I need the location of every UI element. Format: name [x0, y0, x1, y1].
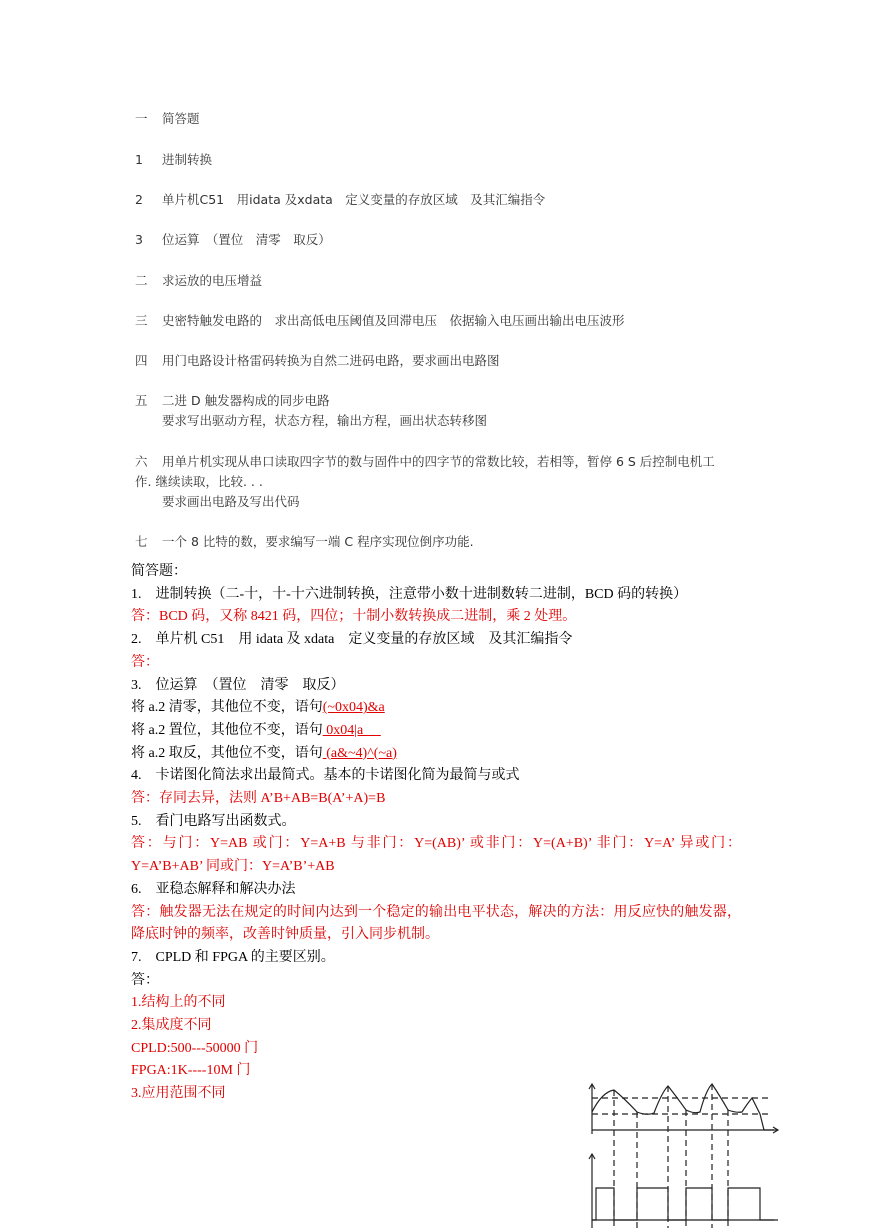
scan-item: 六 用单片机实现从串口读取四字节的数与固件中的四字节的常数比较，若相等，暂停 6 S 后控制电机工: [135, 454, 715, 469]
question-1: 1. 进制转换（二-十，十-十六进制转换，注意带小数十进制数转二进制，BCD 码的转换）: [131, 586, 688, 602]
bit-clear-code: (~0x04)&a: [322, 700, 385, 716]
bit-set-code: 0x04|a: [322, 722, 381, 738]
question-2: 2. 单片机 C51 用 idata 及 xdata 定义变量的存放区域 及其汇编指令: [131, 632, 573, 648]
answer-7-line: FPGA:1K----10M 门: [131, 1063, 251, 1079]
answer-7-line: 3.应用范围不同: [131, 1086, 226, 1102]
scan-item: 三 史密特触发电路的 求出高低电压阈值及回滞电压 依据输入电压画出输出电压波形: [135, 313, 625, 328]
scan-item: 四 用门电路设计格雷码转换为自然二进码电路，要求画出电路图: [135, 353, 500, 368]
answer-6: 答：触发器无法在规定的时间内达到一个稳定的输出电平状态，解决的方法：用反应快的触发器，降底时钟的频率，改善时钟质量，引入同步机制。: [131, 904, 741, 943]
scan-item: 七 一个 8 比特的数，要求编写一端 C 程序实现位倒序功能.: [135, 534, 474, 549]
question-4: 4. 卡诺图化简法求出最简式。基本的卡诺图化简为最简与或式: [131, 768, 520, 784]
answer-7-line: 2.集成度不同: [131, 1018, 212, 1034]
answer-7-line: 1.结构上的不同: [131, 995, 226, 1011]
scan-item: 二 求运放的电压增益: [135, 273, 263, 288]
answer-7-label: 答：: [131, 972, 159, 988]
answer-text: [131, 561, 741, 1106]
scan-item: 五 二进 D 触发器构成的同步电路: [135, 393, 330, 408]
question-3: 3. 位运算 （置位 清零 取反）: [131, 677, 345, 693]
scan-item: 要求写出驱动方程，状态方程，输出方程，画出状态转移图: [162, 413, 488, 428]
question-6: 6. 亚稳态解释和解决办法: [131, 881, 296, 897]
square-output-waveform: [592, 1188, 774, 1220]
question-5: 5. 看门电路写出函数式。: [131, 813, 296, 829]
bit-clear-line: 将 a.2 清零，其他位不变，语句(~0x04)&a: [131, 700, 385, 716]
scan-title: 一 简答题: [135, 111, 200, 126]
waveform-diagram: [582, 1080, 782, 1228]
answer-1: 答：BCD 码，又称 8421 码，四位；十制小数转换成二进制，乘 2 处理。: [131, 609, 577, 625]
scan-item: 要求画出电路及写出代码: [162, 494, 300, 509]
scan-item: 2 单片机C51 用idata 及xdata 定义变量的存放区域 及其汇编指令: [135, 192, 546, 207]
scan-item: 3 位运算 （置位 清零 取反）: [135, 232, 331, 247]
bit-set-line: 将 a.2 置位，其他位不变，语句 0x04|a: [131, 722, 381, 738]
capacitor-waveform: [592, 1084, 774, 1130]
bit-toggle-code: (a&~4)^(~a): [322, 745, 397, 761]
question-7: 7. CPLD 和 FPGA 的主要区别。: [131, 949, 335, 965]
bit-toggle-line: 将 a.2 取反，其他位不变，语句 (a&~4)^(~a): [131, 745, 397, 761]
answer-7-line: CPLD:500---50000 门: [131, 1040, 259, 1056]
answer-2: 答：: [131, 654, 159, 670]
answer-4: 答：存同去异，法则 A’B+AB=B(A’+A)=B: [131, 791, 386, 807]
scan-item: 作. 继续读取，比较. . .: [135, 474, 263, 489]
scan-item: 1 进制转换: [135, 152, 213, 167]
answer-5: 答：与门：Y=AB 或门：Y=A+B 与非门：Y=(AB)’ 或非门：Y=(A+B)’ 非门：Y=A’ 异或门：Y=A’B+AB’ 同或门：Y=A’B’+AB: [131, 836, 741, 875]
section-heading: 简答题：: [131, 564, 187, 579]
